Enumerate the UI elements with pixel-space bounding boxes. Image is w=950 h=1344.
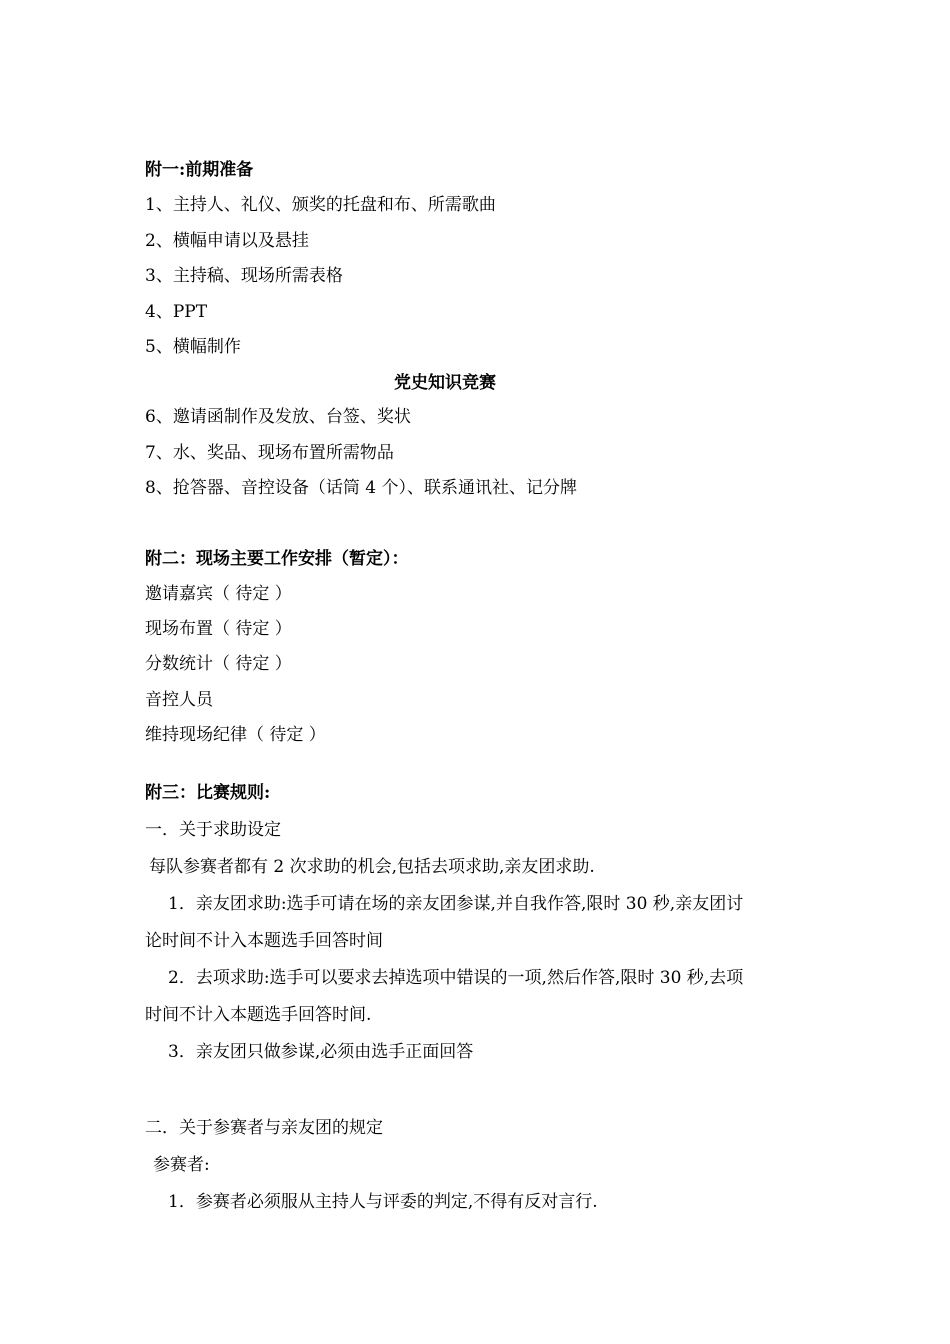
list-item: 分数统计（ 待定 ）: [145, 654, 292, 674]
rule2-line1: 2．去项求助:选手可以要求去掉选项中错误的一项,然后作答,限时 30 秒,去项: [168, 968, 744, 988]
list-item: 6、邀请函制作及发放、台签、奖状: [145, 407, 411, 427]
rule1-line1: 1．亲友团求助:选手可请在场的亲友团参谋,并自我作答,限时 30 秒,亲友团讨: [168, 894, 744, 914]
center-title: 党史知识竞赛: [394, 373, 496, 393]
list-item: 1、主持人、礼仪、颁奖的托盘和布、所需歌曲: [145, 195, 496, 215]
rule2-line2: 时间不计入本题选手回答时间.: [145, 1005, 372, 1025]
section3-heading: 附三：比赛规则:: [145, 783, 271, 803]
list-item: 现场布置（ 待定 ）: [145, 619, 292, 639]
list-item: 音控人员: [145, 690, 213, 710]
list-item: 4、PPT: [145, 302, 208, 322]
section1-heading: 附一:前期准备: [145, 160, 254, 180]
list-item: 7、水、奖品、现场布置所需物品: [145, 443, 394, 463]
list-item: 邀请嘉宾（ 待定 ）: [145, 584, 292, 604]
list-item: 5、横幅制作: [145, 337, 241, 357]
part2-sub: 参赛者:: [153, 1155, 210, 1175]
rule1-line2: 论时间不计入本题选手回答时间: [145, 931, 383, 951]
list-item: 维持现场纪律（ 待定 ）: [145, 725, 326, 745]
section2-heading: 附二：现场主要工作安排（暂定）：: [145, 549, 409, 569]
list-item: 3、主持稿、现场所需表格: [145, 266, 343, 286]
list-item: 2、横幅申请以及悬挂: [145, 231, 309, 251]
list-item: 8、抢答器、音控设备（话筒 4 个）、联系通讯社、记分牌: [145, 478, 577, 498]
part2-rule1: 1．参赛者必须服从主持人与评委的判定,不得有反对言行.: [168, 1192, 598, 1212]
part1-intro: 每队参赛者都有 2 次求助的机会,包括去项求助,亲友团求助.: [149, 857, 595, 877]
rule3: 3．亲友团只做参谋,必须由选手正面回答: [168, 1042, 474, 1062]
part1-title: 一．关于求助设定: [145, 820, 281, 840]
part2-title: 二．关于参赛者与亲友团的规定: [145, 1118, 383, 1138]
